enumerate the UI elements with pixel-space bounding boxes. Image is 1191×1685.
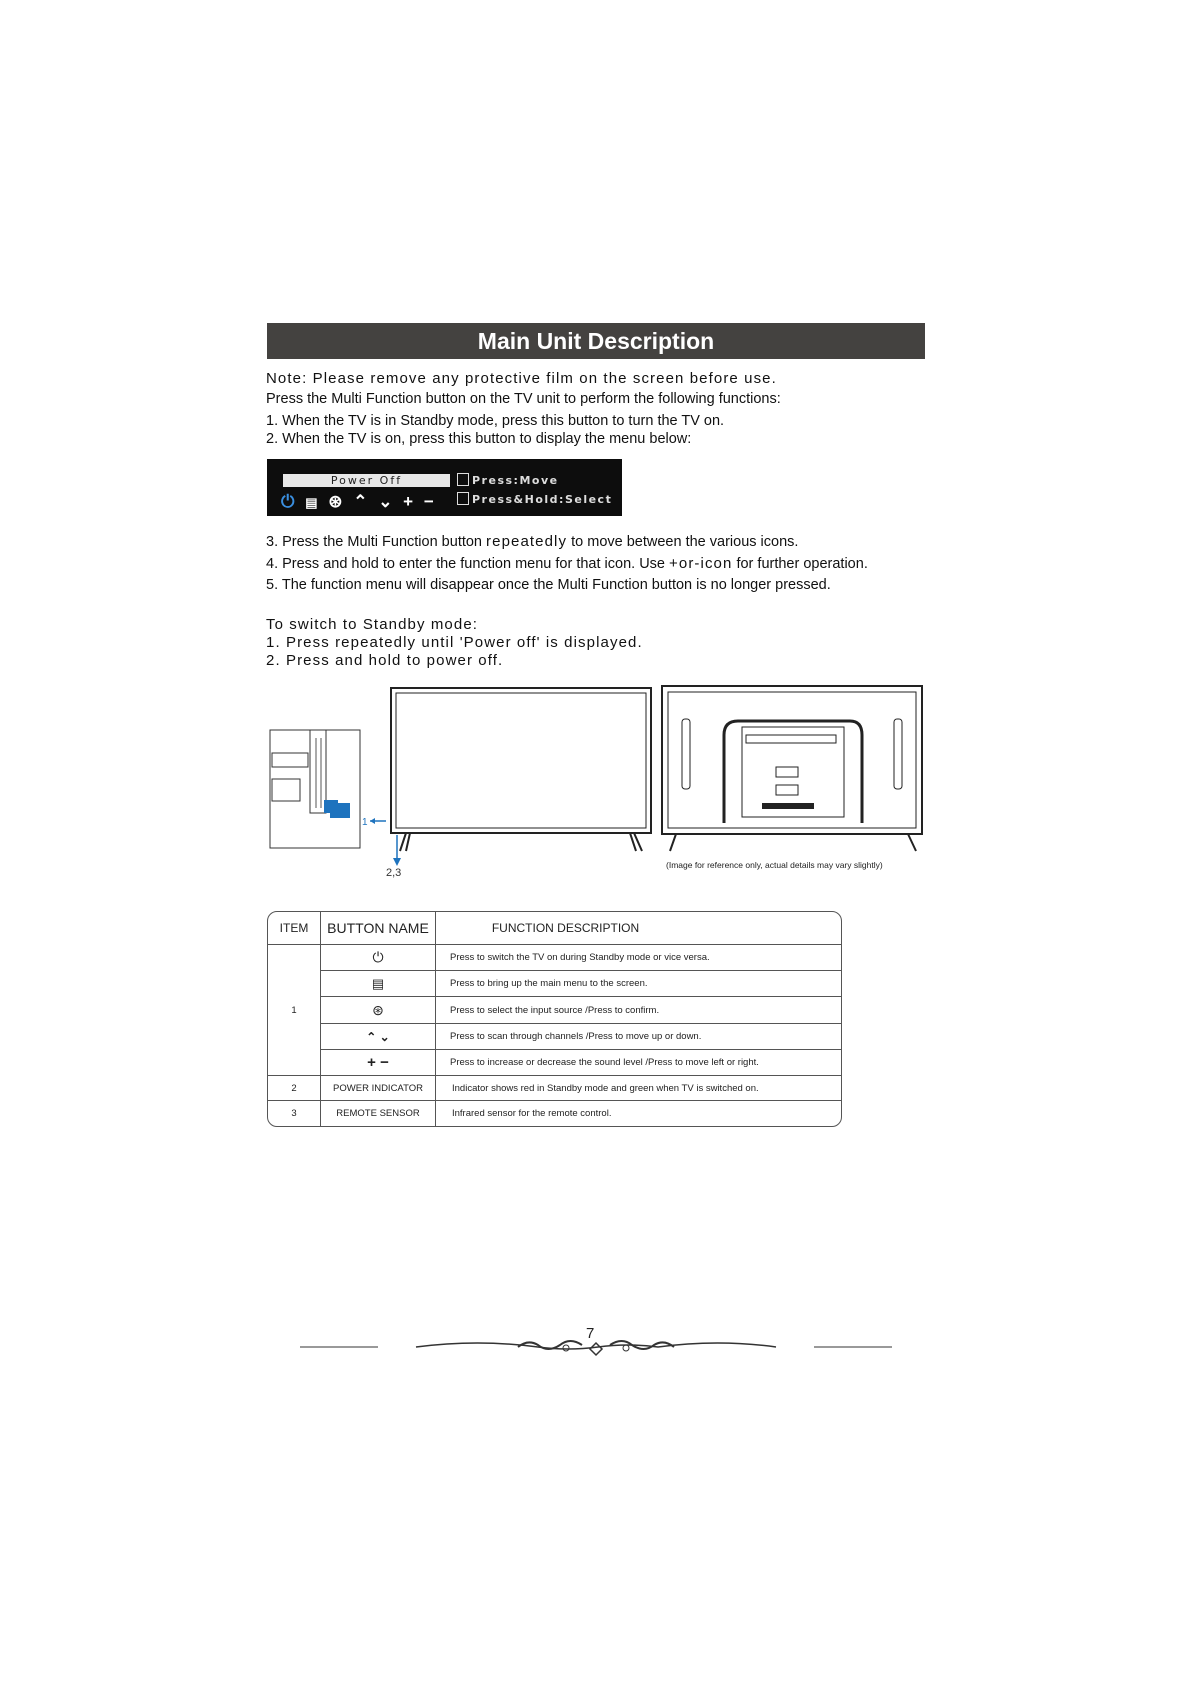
item-cell: 2 [268, 1076, 321, 1101]
button-name-cell: POWER INDICATOR [321, 1076, 436, 1101]
osd-help-select: Press&Hold:Select [457, 492, 612, 506]
table-row [268, 1101, 841, 1126]
description-cell: Press to select the input source /Press to confirm. [436, 997, 841, 1024]
tv-rear-illustration [662, 686, 922, 851]
standby-step-2: 2. Press and hold to power off. [266, 652, 504, 669]
table-row [268, 1076, 841, 1101]
page-title: Main Unit Description [267, 323, 925, 359]
header-item: ITEM [268, 912, 321, 945]
footer-ornament [298, 1335, 893, 1359]
press-icon [457, 473, 469, 486]
down-icon: ⌄ [378, 492, 393, 511]
description-cell: Press to switch the TV on during Standby mode or vice versa. [436, 945, 841, 971]
table-row [268, 945, 841, 971]
description-cell: Indicator shows red in Standby mode and green when TV is switched on. [436, 1076, 841, 1101]
description-cell: Press to increase or decrease the sound level /Press to move left or right. [436, 1050, 841, 1076]
description-cell: Press to scan through channels /Press to move up or down. [436, 1024, 841, 1050]
standby-heading: To switch to Standby mode: [266, 616, 479, 633]
header-function-description: FUNCTION DESCRIPTION [436, 912, 841, 945]
description-cell: Press to bring up the main menu to the screen. [436, 971, 841, 997]
button-name-cell: REMOTE SENSOR [321, 1101, 436, 1126]
side-detail-illustration [270, 730, 360, 848]
step-1: 1. When the TV is in Standby mode, press this button to turn the TV on. [266, 413, 725, 429]
page-number: 7 [586, 1325, 595, 1342]
press-hold-icon [457, 492, 469, 505]
step-3: 3. Press the Multi Function button repeatedly to move between the various icons. [266, 533, 799, 550]
plus-icon: + [403, 492, 414, 511]
table-row [268, 1024, 841, 1050]
menu-icon: ▤ [305, 495, 318, 510]
power-icon: ⏻ [281, 492, 295, 511]
press-line: Press the Multi Function button on the TV unit to perform the following functions: [266, 391, 781, 407]
callout-2-3: 2,3 [386, 867, 402, 879]
up-icon: ⌃ [353, 492, 368, 511]
item-cell: 1 [268, 945, 321, 1076]
step-5: 5. The function menu will disappear once the Multi Function button is no longer pressed. [266, 577, 831, 593]
note-text: Note: Please remove any protective film on the screen before use. [266, 370, 777, 387]
table-header-row [268, 912, 841, 945]
plus-minus-icon: + − [321, 1050, 436, 1076]
step-2: 2. When the TV is on, press this button to display the menu below: [266, 431, 692, 447]
input-icon: ⊛ [328, 492, 343, 511]
tv-front-illustration [391, 688, 651, 851]
osd-icon-row [281, 492, 440, 512]
up-down-icon: ⌃ ⌄ [321, 1024, 436, 1050]
minus-icon: − [423, 492, 434, 511]
osd-menu [267, 459, 622, 516]
figure-caption: (Image for reference only, actual details may vary slightly) [666, 860, 883, 870]
standby-step-1: 1. Press repeatedly until 'Power off' is displayed. [266, 634, 643, 651]
menu-icon: ▤ [321, 971, 436, 997]
step-4: 4. Press and hold to enter the function menu for that icon. Use +or-icon for further operation. [266, 555, 868, 572]
tv-figures [266, 683, 928, 883]
osd-label: Power Off [283, 474, 450, 487]
description-cell: Infrared sensor for the remote control. [452, 1108, 612, 1119]
table-row [268, 1050, 841, 1076]
table-row [268, 997, 841, 1024]
power-icon: ⏻ [321, 945, 436, 971]
function-table [267, 911, 842, 1127]
header-button-name: BUTTON NAME [321, 912, 436, 945]
osd-help-move: Press:Move [457, 473, 559, 487]
table-row [268, 971, 841, 997]
callout-1: 1 [362, 817, 368, 828]
input-icon: ⊛ [321, 997, 436, 1024]
item-cell: 3 [268, 1101, 321, 1126]
